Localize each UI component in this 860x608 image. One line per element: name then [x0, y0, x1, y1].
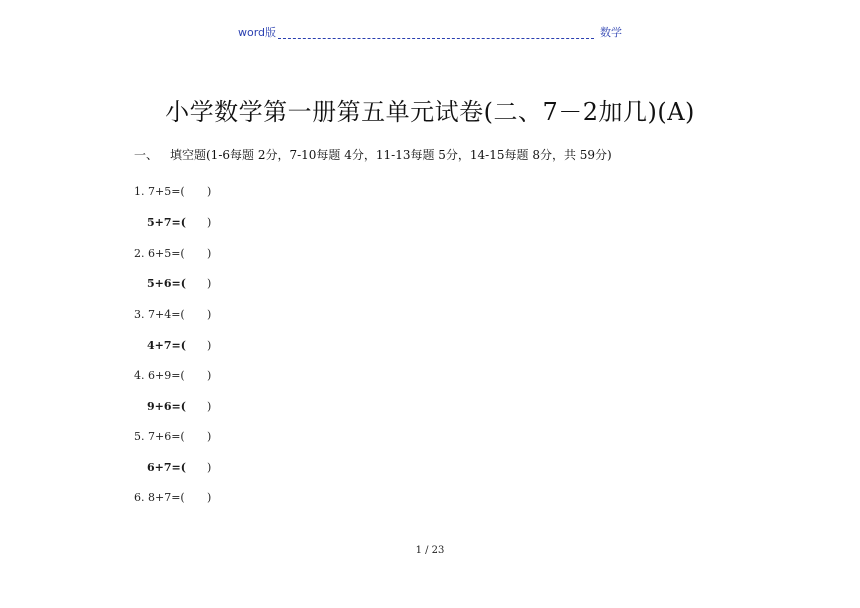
answer-close-paren: ) — [207, 185, 212, 198]
question-label: 9+6=( — [147, 400, 186, 413]
question-item — [134, 185, 212, 199]
question-item — [134, 216, 212, 230]
header-left-label: word版 — [238, 26, 277, 39]
question-label: 4+7=( — [147, 339, 186, 352]
answer-close-paren: ) — [207, 247, 212, 260]
document-title: 小学数学第一册第五单元试卷(二、7－2加几)(A) — [165, 98, 695, 126]
question-label: 1. 7+5=( — [134, 185, 185, 198]
question-item — [134, 247, 212, 261]
answer-close-paren: ) — [207, 308, 212, 321]
question-label: 4. 6+9=( — [134, 369, 185, 382]
question-item — [134, 400, 212, 414]
answer-close-paren: ) — [207, 216, 212, 229]
answer-close-paren: ) — [207, 400, 212, 413]
answer-close-paren: ) — [207, 461, 212, 474]
page-header — [238, 26, 622, 42]
question-label: 3. 7+4=( — [134, 308, 185, 321]
header-right-label: 数学 — [600, 26, 622, 39]
section-number: 一、 — [134, 148, 159, 162]
answer-close-paren: ) — [207, 369, 212, 382]
answer-close-paren: ) — [207, 277, 212, 290]
question-label: 5+6=( — [147, 277, 186, 290]
answer-close-paren: ) — [207, 339, 212, 352]
answer-close-paren: ) — [207, 430, 212, 443]
page-indicator: 1 / 23 — [415, 545, 445, 556]
question-label: 5. 7+6=( — [134, 430, 185, 443]
header-dashed-rule — [278, 38, 594, 39]
section-text: 填空题(1-6每题 2分，7-10每题 4分，11-13每题 5分，14-15每题 8分，共 59分) — [170, 148, 612, 162]
question-label: 5+7=( — [147, 216, 186, 229]
question-label: 6. 8+7=( — [134, 491, 185, 504]
question-item — [134, 277, 212, 291]
question-item — [134, 369, 212, 383]
question-item — [134, 308, 212, 322]
question-item — [134, 491, 212, 505]
answer-close-paren: ) — [207, 491, 212, 504]
question-item — [134, 430, 212, 444]
question-item — [134, 339, 212, 353]
question-label: 2. 6+5=( — [134, 247, 185, 260]
question-item — [134, 461, 212, 475]
question-label: 6+7=( — [147, 461, 186, 474]
section-heading — [134, 146, 612, 163]
